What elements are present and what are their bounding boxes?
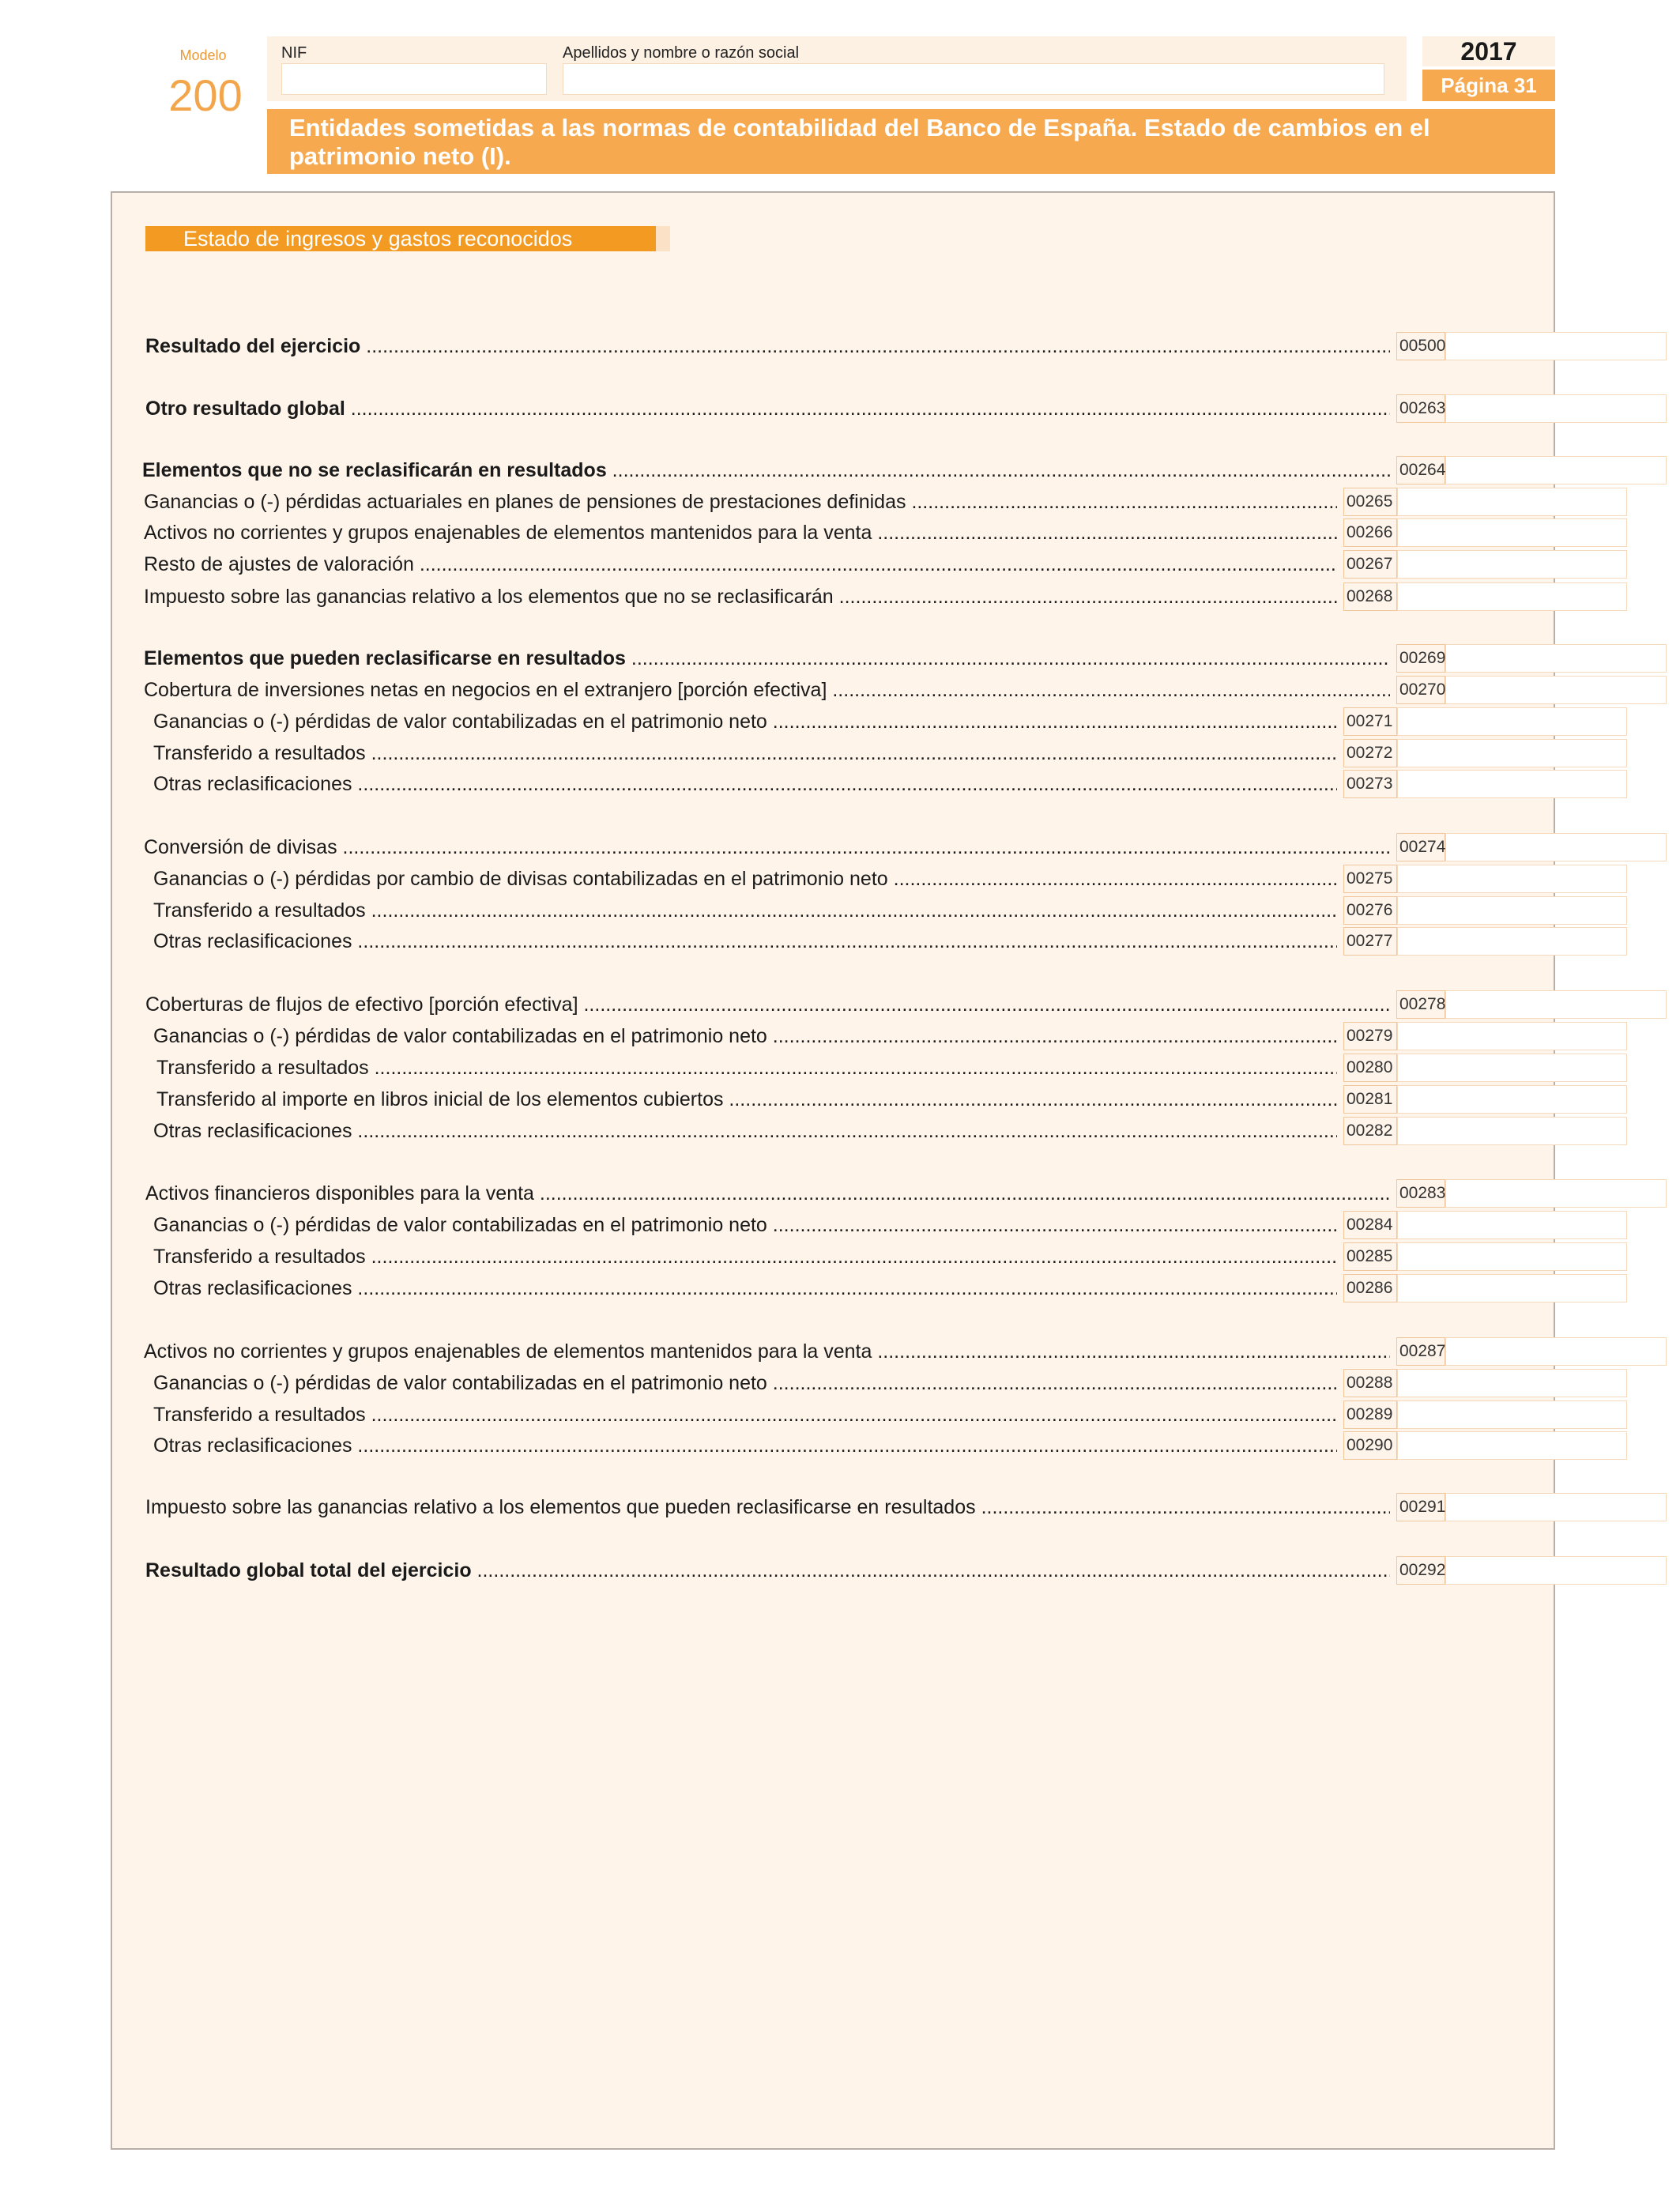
row-code: 00272	[1343, 739, 1397, 767]
row-label: Resto de ajustes de valoración .....	[144, 552, 1337, 577]
row-label: Otras reclasificaciones .....	[153, 929, 1337, 954]
row-label: Impuesto sobre las ganancias relativo a los elementos que no se reclasificarán .....	[144, 584, 1337, 609]
modelo-number: 200	[168, 70, 243, 120]
row-value-field[interactable]	[1397, 550, 1627, 579]
row-label: Activos financieros disponibles para la venta .....	[145, 1181, 1390, 1206]
row-label: Ganancias o (-) pérdidas actuariales en planes de pensiones de prestaciones definidas .....	[144, 489, 1337, 515]
row-value-field[interactable]	[1445, 676, 1667, 704]
row-code: 00287	[1396, 1337, 1445, 1366]
row-label: Resultado global total del ejercicio .....	[145, 1558, 1390, 1583]
row-label: Elementos que pueden reclasificarse en resultados .....	[144, 646, 1390, 671]
row-label: Otras reclasificaciones .....	[153, 1276, 1337, 1301]
row-value-field[interactable]	[1397, 1022, 1627, 1050]
row-value-field[interactable]	[1445, 1556, 1667, 1585]
row-code: 00270	[1396, 676, 1445, 704]
row-value-field[interactable]	[1445, 644, 1667, 673]
row-code: 00285	[1343, 1242, 1397, 1271]
row-value-field[interactable]	[1397, 518, 1627, 547]
row-label: Conversión de divisas .....	[144, 835, 1390, 860]
row-label: Otro resultado global .....	[145, 396, 1390, 421]
row-code: 00276	[1343, 896, 1397, 925]
row-label: Transferido a resultados .....	[153, 741, 1337, 766]
nif-field[interactable]	[281, 63, 547, 95]
row-code: 00268	[1343, 582, 1397, 611]
row-code: 00286	[1343, 1274, 1397, 1302]
row-code: 00281	[1343, 1085, 1397, 1114]
row-value-field[interactable]	[1397, 1085, 1627, 1114]
row-label: Activos no corrientes y grupos enajenables de elementos mantenidos para la venta .....	[144, 520, 1337, 545]
row-label: Ganancias o (-) pérdidas de valor contabilizadas en el patrimonio neto .....	[153, 1023, 1337, 1049]
row-label: Ganancias o (-) pérdidas de valor contabilizadas en el patrimonio neto .....	[153, 1370, 1337, 1396]
row-value-field[interactable]	[1445, 1493, 1667, 1521]
row-value-field[interactable]	[1445, 394, 1667, 423]
row-value-field[interactable]	[1445, 1179, 1667, 1208]
row-label: Otras reclasificaciones .....	[153, 1433, 1337, 1458]
row-label: Transferido a resultados .....	[156, 1055, 1337, 1080]
nif-label: NIF	[281, 44, 307, 62]
row-value-field[interactable]	[1397, 865, 1627, 893]
row-code: 00288	[1343, 1369, 1397, 1397]
row-value-field[interactable]	[1445, 990, 1667, 1019]
page-number-badge: Página 31	[1422, 70, 1555, 101]
row-value-field[interactable]	[1397, 770, 1627, 798]
row-label: Ganancias o (-) pérdidas de valor contabilizadas en el patrimonio neto .....	[153, 709, 1337, 734]
row-code: 00274	[1396, 833, 1445, 861]
row-code: 00271	[1343, 707, 1397, 736]
row-code: 00500	[1396, 332, 1445, 360]
row-value-field[interactable]	[1397, 582, 1627, 611]
row-code: 00264	[1396, 456, 1445, 484]
row-value-field[interactable]	[1397, 1400, 1627, 1429]
row-code: 00263	[1396, 394, 1445, 423]
row-code: 00279	[1343, 1022, 1397, 1050]
row-code: 00289	[1343, 1400, 1397, 1429]
row-label: Transferido a resultados .....	[153, 1402, 1337, 1427]
row-value-field[interactable]	[1397, 1117, 1627, 1145]
row-code: 00269	[1396, 644, 1445, 673]
section-tab: Estado de ingresos y gastos reconocidos	[145, 226, 656, 251]
form-panel	[111, 191, 1555, 2150]
name-label: Apellidos y nombre o razón social	[563, 44, 800, 62]
row-code: 00267	[1343, 550, 1397, 579]
row-label: Elementos que no se reclasificarán en resultados .....	[142, 458, 1390, 483]
row-code: 00265	[1343, 488, 1397, 516]
row-label: Coberturas de flujos de efectivo [porción efectiva] .....	[145, 992, 1390, 1017]
row-code: 00283	[1396, 1179, 1445, 1208]
row-label: Activos no corrientes y grupos enajenables de elementos mantenidos para la venta .....	[144, 1339, 1390, 1364]
page-title: Entidades sometidas a las normas de contabilidad del Banco de España. Estado de cambios en el patrimonio neto (I).	[289, 114, 1430, 170]
row-value-field[interactable]	[1397, 927, 1627, 956]
row-value-field[interactable]	[1397, 1054, 1627, 1082]
taxpayer-id-box	[267, 36, 1407, 101]
row-label: Transferido a resultados .....	[153, 898, 1337, 923]
row-value-field[interactable]	[1397, 1211, 1627, 1239]
row-code: 00282	[1343, 1117, 1397, 1145]
row-label: Ganancias o (-) pérdidas de valor contabilizadas en el patrimonio neto .....	[153, 1212, 1337, 1238]
modelo-label: Modelo	[179, 47, 227, 63]
row-label: Transferido a resultados .....	[153, 1244, 1337, 1269]
row-value-field[interactable]	[1445, 1337, 1667, 1366]
row-value-field[interactable]	[1445, 456, 1667, 484]
row-code: 00292	[1396, 1556, 1445, 1585]
row-value-field[interactable]	[1397, 488, 1627, 516]
row-value-field[interactable]	[1397, 1431, 1627, 1460]
title-bar	[267, 109, 1555, 174]
row-code: 00277	[1343, 927, 1397, 956]
row-value-field[interactable]	[1445, 332, 1667, 360]
row-code: 00291	[1396, 1493, 1445, 1521]
row-code: 00290	[1343, 1431, 1397, 1460]
row-code: 00273	[1343, 770, 1397, 798]
row-value-field[interactable]	[1397, 1242, 1627, 1271]
row-label: Resultado del ejercicio .....	[145, 334, 1390, 359]
row-value-field[interactable]	[1397, 739, 1627, 767]
name-field[interactable]	[563, 63, 1384, 95]
row-label: Cobertura de inversiones netas en negocios en el extranjero [porción efectiva] .....	[144, 677, 1390, 703]
row-code: 00275	[1343, 865, 1397, 893]
year-badge: 2017	[1422, 36, 1555, 66]
row-label: Otras reclasificaciones .....	[153, 771, 1337, 797]
row-label: Impuesto sobre las ganancias relativo a los elementos que pueden reclasificarse en resultados .....	[145, 1495, 1390, 1520]
row-value-field[interactable]	[1397, 896, 1627, 925]
row-value-field[interactable]	[1397, 1274, 1627, 1302]
row-code: 00280	[1343, 1054, 1397, 1082]
row-label: Otras reclasificaciones .....	[153, 1118, 1337, 1144]
row-code: 00278	[1396, 990, 1445, 1019]
section-tab-shadow	[656, 226, 670, 251]
row-label: Transferido al importe en libros inicial de los elementos cubiertos .....	[156, 1087, 1337, 1112]
row-value-field[interactable]	[1397, 1369, 1627, 1397]
row-value-field[interactable]	[1397, 707, 1627, 736]
row-code: 00266	[1343, 518, 1397, 547]
row-code: 00284	[1343, 1211, 1397, 1239]
row-value-field[interactable]	[1445, 833, 1667, 861]
row-label: Ganancias o (-) pérdidas por cambio de divisas contabilizadas en el patrimonio neto .....	[153, 866, 1337, 892]
